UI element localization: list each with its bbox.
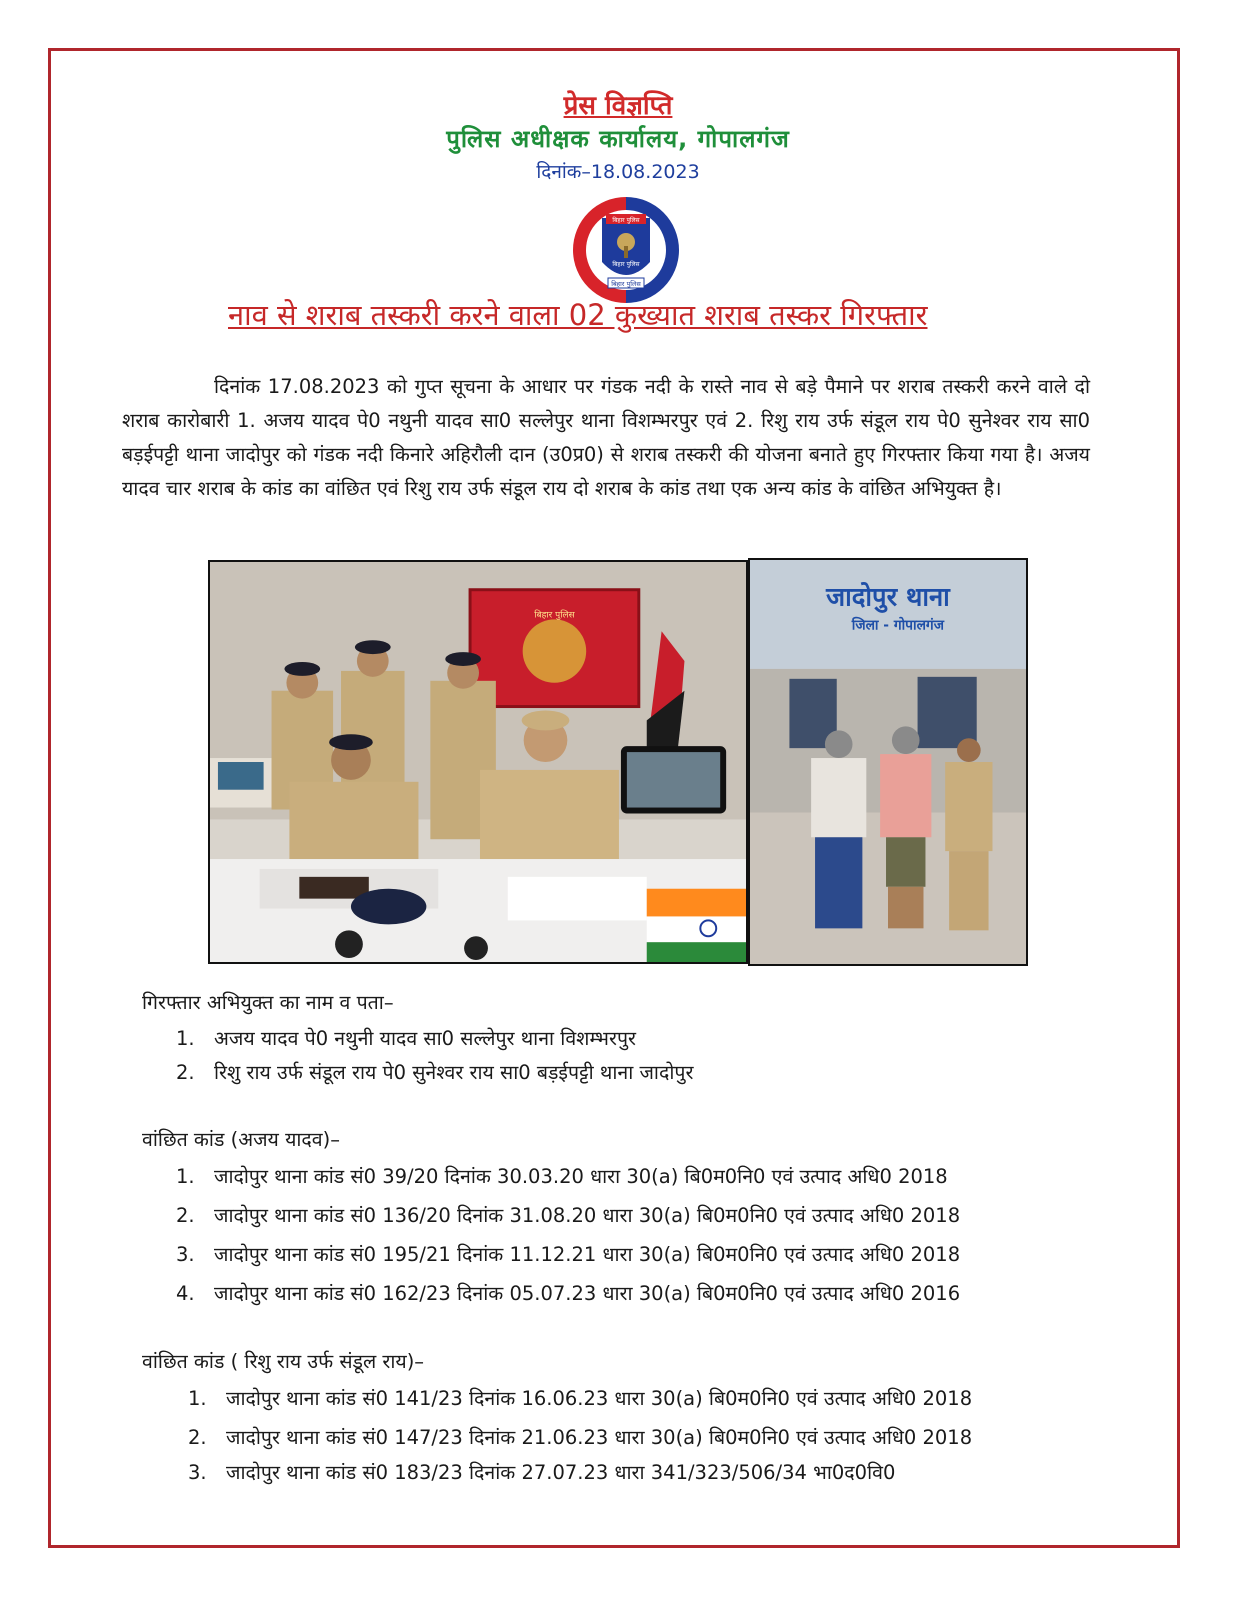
- list-item: 1. जादोपुर थाना कांड सं0 141/23 दिनांक 16.06.23 धारा 30(a) बि0म0नि0 एवं उत्पाद अधि0 2018: [188, 1387, 973, 1410]
- headline: नाव से शराब तस्करी करने वाला 02 कुख्यात शराब तस्कर गिरफ्तार: [228, 298, 928, 332]
- logo-mid-text: बिहार पुलिस: [612, 261, 640, 268]
- release-date: दिनांक–18.08.2023: [536, 161, 700, 183]
- bihar-police-logo: [572, 196, 680, 304]
- station-sign-line1: जादोपुर थाना: [826, 582, 950, 613]
- photo-emblem-text: बिहार पुलिस: [534, 610, 575, 621]
- arrested-heading: गिरफ्तार अभियुक्त का नाम व पता–: [142, 991, 394, 1014]
- list-item: 4. जादोपुर थाना कांड सं0 162/23 दिनांक 05.07.23 धारा 30(a) बि0म0नि0 एवं उत्पाद अधि0 2016: [176, 1282, 961, 1305]
- station-sign-line2: जिला - गोपालगंज: [851, 617, 944, 634]
- press-release-title: प्रेस विज्ञप्ति: [563, 91, 673, 121]
- cases-ajay-heading: वांछित कांड (अजय यादव)–: [142, 1128, 340, 1151]
- office-name: पुलिस अधीक्षक कार्यालय, गोपालगंज: [446, 125, 790, 153]
- police-station-photo: [748, 558, 1028, 966]
- cases-rishu-heading: वांछित कांड ( रिशु राय उर्फ संडूल राय)–: [142, 1350, 425, 1373]
- logo-bottom-text: बिहार पुलिस: [611, 280, 641, 288]
- main-paragraph: दिनांक 17.08.2023 को गुप्त सूचना के आधार पर गंडक नदी के रास्ते नाव से बड़े पैमाने पर शराब तस्करी करने वाले दो शराब कारोबारी 1. अजय यादव पे0 नथुनी यादव सा0 सल्लेपुर थाना विशम्भरपुर एवं 2. रिशु राय उर्फ संडूल राय पे0 सुनेश्वर राय सा0 बड़ईपट्टी थाना जादोपुर को गंडक नदी किनारे अहिरौली दान (उ0प्र0) से शराब तस्करी की योजना बनाते हुए गिरफ्तार किया गया है। अजय यादव चार शराब के कांड का वांछित एवं रिशु राय उर्फ संडूल राय दो शराब के कांड तथा एक अन्य कांड के वांछित अभियुक्त है।: [122, 375, 1090, 500]
- list-item: 2. जादोपुर थाना कांड सं0 136/20 दिनांक 31.08.20 धारा 30(a) बि0म0नि0 एवं उत्पाद अधि0 2018: [176, 1204, 961, 1227]
- list-item: 1. जादोपुर थाना कांड सं0 39/20 दिनांक 30.03.20 धारा 30(a) बि0म0नि0 एवं उत्पाद अधि0 2018: [176, 1165, 948, 1188]
- list-item: 3. जादोपुर थाना कांड सं0 195/21 दिनांक 11.12.21 धारा 30(a) बि0म0नि0 एवं उत्पाद अधि0 2018: [176, 1243, 961, 1266]
- press-conference-photo: [208, 560, 748, 964]
- list-item: 2. जादोपुर थाना कांड सं0 147/23 दिनांक 21.06.23 धारा 30(a) बि0म0नि0 एवं उत्पाद अधि0 2018: [188, 1426, 973, 1449]
- list-item: 2. रिशु राय उर्फ संडूल राय पे0 सुनेश्वर राय सा0 बड़ईपट्टी थाना जादोपुर: [176, 1061, 694, 1084]
- logo-top-text: बिहार पुलिस: [612, 217, 640, 224]
- list-item: 1. अजय यादव पे0 नथुनी यादव सा0 सल्लेपुर थाना विशम्भरपुर: [176, 1027, 637, 1050]
- list-item: 3. जादोपुर थाना कांड सं0 183/23 दिनांक 27.07.23 धारा 341/323/506/34 भा0द0वि0: [188, 1461, 896, 1484]
